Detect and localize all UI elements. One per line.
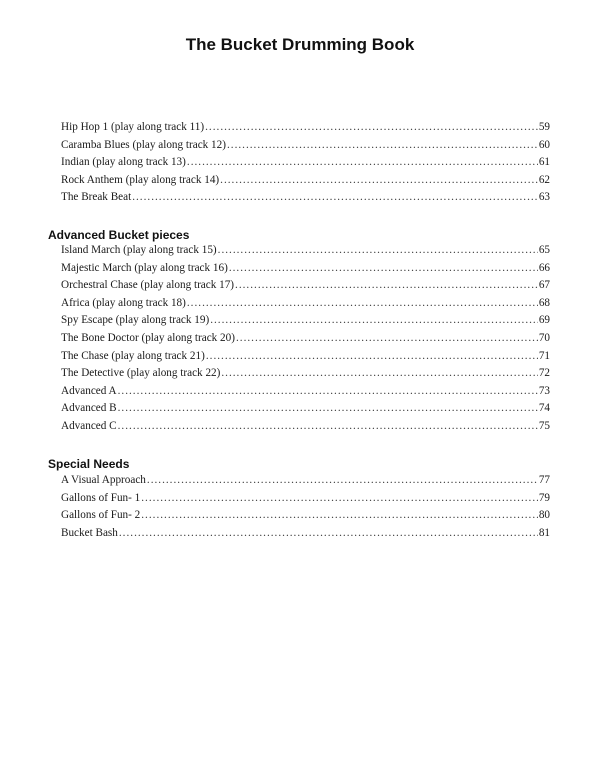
dot-leader <box>227 139 538 151</box>
toc-entry-label: Caramba Blues (play along track 12) <box>61 138 226 151</box>
dot-leader <box>119 527 538 539</box>
toc-entry-page: 80 <box>538 509 550 522</box>
dot-leader <box>118 420 538 432</box>
toc-list-advanced <box>61 244 550 438</box>
toc-entry <box>61 527 550 545</box>
dot-leader <box>118 402 538 414</box>
toc-entry-page: 60 <box>538 138 550 151</box>
toc-entry-label: Bucket Bash <box>61 526 118 539</box>
toc-entry-label: Spy Escape (play along track 19) <box>61 314 210 327</box>
toc-entry-page: 72 <box>538 367 550 380</box>
toc-entry <box>61 156 550 174</box>
toc-entry-page: 68 <box>538 296 550 309</box>
toc-entry-page: 71 <box>538 349 550 362</box>
toc-entry <box>61 492 550 510</box>
toc-entry-page: 74 <box>538 402 550 415</box>
toc-entry <box>61 474 550 492</box>
toc-entry-page: 61 <box>538 156 550 169</box>
dot-leader <box>218 244 538 256</box>
section-heading-advanced: Advanced Bucket pieces <box>48 228 190 242</box>
toc-list-intro <box>61 121 550 209</box>
toc-entry-label: Island March (play along track 15) <box>61 244 217 256</box>
toc-entry-page: 81 <box>538 526 550 539</box>
toc-entry <box>61 420 550 438</box>
toc-entry-label: Rock Anthem (play along track 14) <box>61 173 220 186</box>
dot-leader <box>229 262 538 274</box>
toc-entry <box>61 350 550 368</box>
toc-entry-label: The Break Beat <box>61 191 132 204</box>
toc-entry <box>61 332 550 350</box>
toc-entry-page: 63 <box>538 191 550 204</box>
dot-leader <box>221 367 537 379</box>
toc-entry-page: 77 <box>538 474 550 486</box>
toc-entry-label: The Bone Doctor (play along track 20) <box>61 331 235 344</box>
toc-entry <box>61 244 550 262</box>
toc-entry <box>61 509 550 527</box>
toc-entry-label: Advanced B <box>61 402 117 415</box>
dot-leader <box>141 509 538 521</box>
toc-entry <box>61 262 550 280</box>
toc-entry-label: Gallons of Fun- 1 <box>61 491 141 504</box>
dot-leader <box>187 156 538 168</box>
toc-entry <box>61 402 550 420</box>
toc-entry-label: Indian (play along track 13) <box>61 156 186 169</box>
dot-leader <box>205 121 538 133</box>
dot-leader <box>210 314 538 326</box>
toc-entry-page: 73 <box>538 384 550 397</box>
toc-entry-label: Majestic March (play along track 16) <box>61 261 228 274</box>
toc-entry-page: 70 <box>538 331 550 344</box>
dot-leader <box>206 350 538 362</box>
toc-list-special-needs <box>61 474 550 544</box>
toc-entry-page: 69 <box>538 314 550 327</box>
toc-entry <box>61 385 550 403</box>
dot-leader <box>235 279 538 291</box>
toc-entry <box>61 314 550 332</box>
toc-entry-page: 67 <box>538 279 550 292</box>
dot-leader <box>147 474 538 486</box>
toc-entry-label: A Visual Approach <box>61 474 146 486</box>
dot-leader <box>220 174 538 186</box>
toc-entry-page: 75 <box>538 419 550 432</box>
toc-entry-label: Advanced C <box>61 419 117 432</box>
toc-entry-label: Hip Hop 1 (play along track 11) <box>61 121 205 133</box>
toc-entry-page: 62 <box>538 173 550 186</box>
dot-leader <box>132 191 538 203</box>
toc-entry <box>61 139 550 157</box>
toc-entry-label: Orchestral Chase (play along track 17) <box>61 279 235 292</box>
section-heading-special-needs: Special Needs <box>48 457 130 471</box>
dot-leader <box>118 385 538 397</box>
toc-entry <box>61 174 550 192</box>
toc-entry-page: 79 <box>538 491 550 504</box>
toc-entry-label: The Chase (play along track 21) <box>61 349 205 362</box>
page-title: The Bucket Drumming Book <box>185 35 415 54</box>
toc-entry <box>61 191 550 209</box>
toc-entry-label: Africa (play along track 18) <box>61 296 186 309</box>
toc-entry-page: 65 <box>538 244 550 256</box>
dot-leader <box>236 332 538 344</box>
toc-entry-label: The Detective (play along track 22) <box>61 367 221 380</box>
dot-leader <box>187 297 538 309</box>
toc-entry <box>61 367 550 385</box>
toc-entry-page: 66 <box>538 261 550 274</box>
toc-entry <box>61 279 550 297</box>
toc-entry <box>61 297 550 315</box>
toc-entry-label: Advanced A <box>61 384 117 397</box>
toc-entry-page: 59 <box>538 121 550 133</box>
toc-entry <box>61 121 550 139</box>
toc-entry-label: Gallons of Fun- 2 <box>61 509 141 522</box>
dot-leader <box>141 492 538 504</box>
